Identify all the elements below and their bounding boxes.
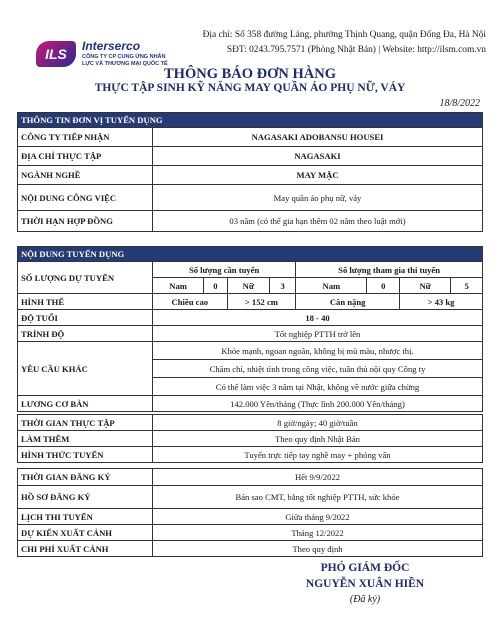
weight-value: > 43 kg [400,294,483,310]
row-label: DỰ KIẾN XUẤT CẢNH [18,525,153,541]
need-header: Số lượng cần tuyển [153,262,296,278]
male-label: Nam [296,278,367,294]
need-female-count: 3 [270,278,296,294]
participate-header: Số lượng tham gia thi tuyển [296,262,483,278]
row-label: HÌNH THỨC TUYỂN [18,447,153,463]
row-label: LỊCH THI TUYỂN [18,509,153,525]
section-header: NỘI DUNG TUYỂN DỤNG [18,247,483,262]
registration-table [17,468,483,557]
row-label: CÔNG TY TIẾP NHẬN [18,128,153,147]
contact-block [203,28,486,58]
row-value: Tuyển trực tiếp tay nghề may + phỏng vấn [153,447,483,463]
document-subtitle: THỰC TẬP SINH KỸ NĂNG MAY QUẦN ÁO PHỤ NỮ, VÁY [94,82,406,94]
signer-position: PHÓ GIÁM ĐỐC [320,562,410,574]
row-value: NAGASAKI [153,147,483,166]
male-label: Nam [153,278,204,294]
row-label: THỜI GIAN THỰC TẬP [18,415,153,431]
work-conditions-table [17,414,483,463]
section-header: THÔNG TIN ĐƠN VỊ TUYỂN DỤNG [18,113,483,128]
requirement-line: Chăm chỉ, nhiệt tình trong công việc, tuân thủ nội quy Công ty [153,360,483,378]
part-male-count: 0 [367,278,400,294]
row-label: CHI PHÍ XUẤT CẢNH [18,541,153,557]
row-label: SỐ LƯỢNG DỰ TUYỂN [18,262,153,294]
contact-phone-website: SĐT: 0243.795.7571 (Phòng Nhật Bản) | Website: http://ilsm.com.vn [226,45,486,55]
height-label: Chiều cao [153,294,228,310]
part-female-count: 5 [451,278,483,294]
row-value: 18 - 40 [153,310,483,326]
row-value: Theo quy định [153,541,483,557]
row-label: THỜI GIAN ĐĂNG KÝ [18,469,153,486]
row-label: NỘI DUNG CÔNG VIỆC [18,185,153,211]
row-label: NGÀNH NGHỀ [18,166,153,185]
female-label: Nữ [227,278,269,294]
row-label: HỒ SƠ ĐĂNG KÝ [18,486,153,509]
row-value: Tốt nghiệp PTTH trở lên [153,326,483,342]
row-label: HÌNH THỂ [18,294,153,310]
row-label: TRÌNH ĐỘ [18,326,153,342]
document-date: 18/8/2022 [439,98,480,109]
logo-mark: ILS [36,41,76,67]
row-value: 8 giờ/ngày; 40 giờ/tuần [153,415,483,431]
recruitment-table [17,246,483,412]
employer-info-table [17,112,483,232]
row-value: 142.000 Yên/tháng (Thực lĩnh 200.000 Yên/tháng) [153,396,483,412]
row-value: NAGASAKI ADOBANSU HOUSEI [153,128,483,147]
row-value: Giữa tháng 9/2022 [153,509,483,525]
row-value: Bản sao CMT, bằng tốt nghiệp PTTH, sức khỏe [153,486,483,509]
contact-address: Địa chỉ: Số 358 đường Láng, phường Thịnh Quang, quận Đống Đa, Hà Nội [202,30,486,40]
weight-label: Cân nặng [296,294,400,310]
logo-name: Interserco [82,39,141,53]
document-title: THÔNG BÁO ĐƠN HÀNG [164,66,336,82]
row-value: May quần áo phụ nữ, váy [153,185,483,211]
need-male-count: 0 [204,278,227,294]
signer-name: NGUYỄN XUÂN HIỀN [305,578,425,590]
row-label: YÊU CẦU KHÁC [18,342,153,396]
row-value: Tháng 12/2022 [153,525,483,541]
row-label: LƯƠNG CƠ BẢN [18,396,153,412]
row-label: THỜI HẠN HỢP ĐỒNG [18,211,153,232]
row-value: Theo quy định Nhật Bản [153,431,483,447]
requirement-line: Có thể làm việc 3 năm tại Nhật, không về nước giữa chừng [153,378,483,396]
row-value: Hết 9/9/2022 [153,469,483,486]
female-label: Nữ [400,278,451,294]
height-value: > 152 cm [227,294,296,310]
row-label: ĐỊA CHỈ THỰC TẬP [18,147,153,166]
row-value: MAY MẶC [153,166,483,185]
requirement-line: Khỏe mạnh, ngoan ngoãn, không bị mù màu, nhược thị. [153,342,483,360]
row-label: LÀM THÊM [18,431,153,447]
row-value: 03 năm (có thể gia hạn thêm 02 năm theo luật mới) [153,211,483,232]
logo-subtitle: CÔNG TY CP CUNG ỨNG NHÂN LỰC VÀ THƯƠNG MẠI QUỐC TẾ [82,54,168,67]
row-label: ĐỘ TUỔI [18,310,153,326]
signature-note: (Đã ký) [349,594,381,605]
